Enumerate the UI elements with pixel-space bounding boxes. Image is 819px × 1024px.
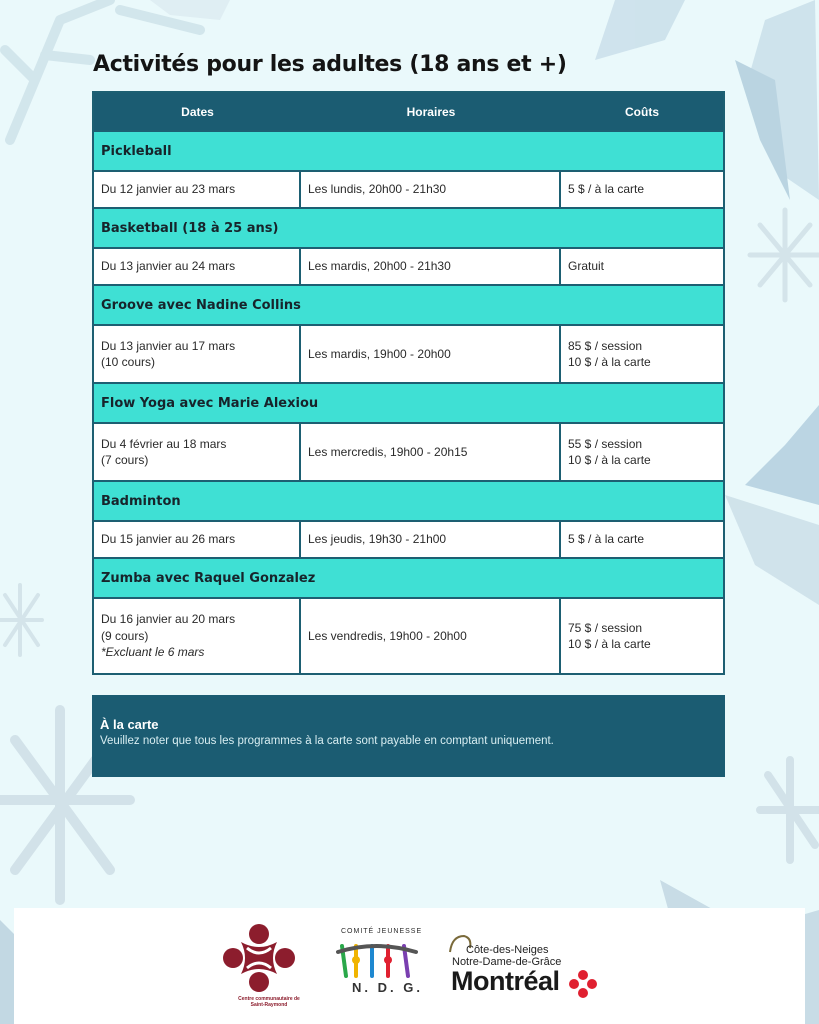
cost-text: Gratuit [568, 259, 605, 274]
borough-line-2: Notre-Dame-de-Grâce [452, 956, 562, 968]
table-row [94, 520, 723, 557]
cost-cell [561, 599, 723, 673]
dates-cell [94, 172, 301, 207]
borough-line-1: Côte-des-Neiges [466, 944, 549, 956]
schedule-cell [301, 326, 561, 382]
schedule-text: Les mardis, 19h00 - 20h00 [308, 346, 451, 361]
montreal-wordmark: Montréal [451, 966, 560, 996]
table-row [94, 422, 723, 480]
comite-jeunesse-caption: COMITÉ JEUNESSE [341, 928, 423, 935]
table-header [94, 93, 723, 130]
cost-cell [561, 172, 723, 207]
ndg-text: N. D. G. [352, 980, 423, 995]
course-count-text: (9 cours) [101, 628, 149, 643]
schedule-cell [301, 249, 561, 284]
comite-jeunesse-figures-logo [336, 938, 418, 980]
dates-cell [94, 326, 301, 382]
schedule-cell [301, 599, 561, 673]
cost-text: 10 $ / à la carte [568, 637, 651, 651]
notice-text: Veuillez noter que tous les programmes à la carte sont payable en comptant uniquement. [100, 735, 554, 747]
table-row [94, 247, 723, 284]
header-couts: Coûts [625, 104, 659, 119]
header-dates: Dates [181, 104, 214, 119]
activity-title: Pickleball [94, 130, 723, 170]
dates-cell [94, 424, 301, 480]
a-la-carte-notice [92, 695, 725, 777]
saint-raymond-caption: Centre communautaire de Saint-Raymond [238, 996, 300, 1008]
cost-cell [561, 522, 723, 557]
schedule-text: Les lundis, 20h00 - 21h30 [308, 182, 447, 197]
cost-text: 10 $ / à la carte [568, 355, 651, 369]
activity-title: Flow Yoga avec Marie Alexiou [94, 382, 723, 422]
dates-cell [94, 599, 301, 673]
cost-text: 85 $ / session [568, 338, 643, 353]
notice-title: À la carte [100, 717, 159, 732]
schedule-cell [301, 172, 561, 207]
activity-title: Badminton [94, 480, 723, 520]
header-horaires: Horaires [406, 104, 456, 119]
cost-cell [561, 424, 723, 480]
course-count-text: (10 cours) [101, 355, 156, 369]
snowflake-right-small-decoration [745, 200, 819, 310]
table-row [94, 170, 723, 207]
cost-text: 75 $ / session [568, 620, 643, 635]
schedule-cell [301, 522, 561, 557]
montreal-rosette-icon [567, 968, 599, 1000]
activity-title: Zumba avec Raquel Gonzalez [94, 557, 723, 597]
cost-text: 55 $ / session [568, 436, 643, 451]
exclusion-note: *Excluant le 6 mars [101, 645, 205, 660]
schedule-cell [301, 424, 561, 480]
dates-text: Du 13 janvier au 17 mars [101, 338, 236, 353]
dates-text: Du 4 février au 18 mars [101, 436, 227, 451]
cost-text: 5 $ / à la carte [568, 182, 645, 197]
dates-text: Du 15 janvier au 26 mars [101, 532, 236, 547]
schedule-text: Les mardis, 20h00 - 21h30 [308, 259, 451, 274]
schedule-text: Les jeudis, 19h30 - 21h00 [308, 532, 447, 547]
snowflake-right-large-decoration [725, 405, 819, 615]
borough-name [452, 944, 561, 968]
snowflake-left-small-decoration [0, 580, 45, 660]
schedule-text: Les vendredis, 19h00 - 20h00 [308, 628, 467, 643]
dates-text: Du 12 janvier au 23 mars [101, 182, 236, 197]
page-title: Activités pour les adultes (18 ans et +) [93, 52, 567, 77]
saint-raymond-logo [219, 922, 299, 996]
table-row [94, 597, 723, 673]
schedule-table [92, 91, 725, 675]
table-row [94, 324, 723, 382]
dates-cell [94, 249, 301, 284]
cost-cell [561, 326, 723, 382]
partner-logos-footer [14, 908, 805, 1024]
activity-title: Groove avec Nadine Collins [94, 284, 723, 324]
cost-cell [561, 249, 723, 284]
activity-title: Basketball (18 à 25 ans) [94, 207, 723, 247]
dates-text: Du 16 janvier au 20 mars [101, 612, 236, 627]
cost-text: 5 $ / à la carte [568, 532, 645, 547]
cost-text: 10 $ / à la carte [568, 453, 651, 467]
course-count-text: (7 cours) [101, 453, 149, 467]
dates-cell [94, 522, 301, 557]
dates-text: Du 13 janvier au 24 mars [101, 259, 236, 274]
schedule-text: Les mercredis, 19h00 - 20h15 [308, 444, 468, 459]
